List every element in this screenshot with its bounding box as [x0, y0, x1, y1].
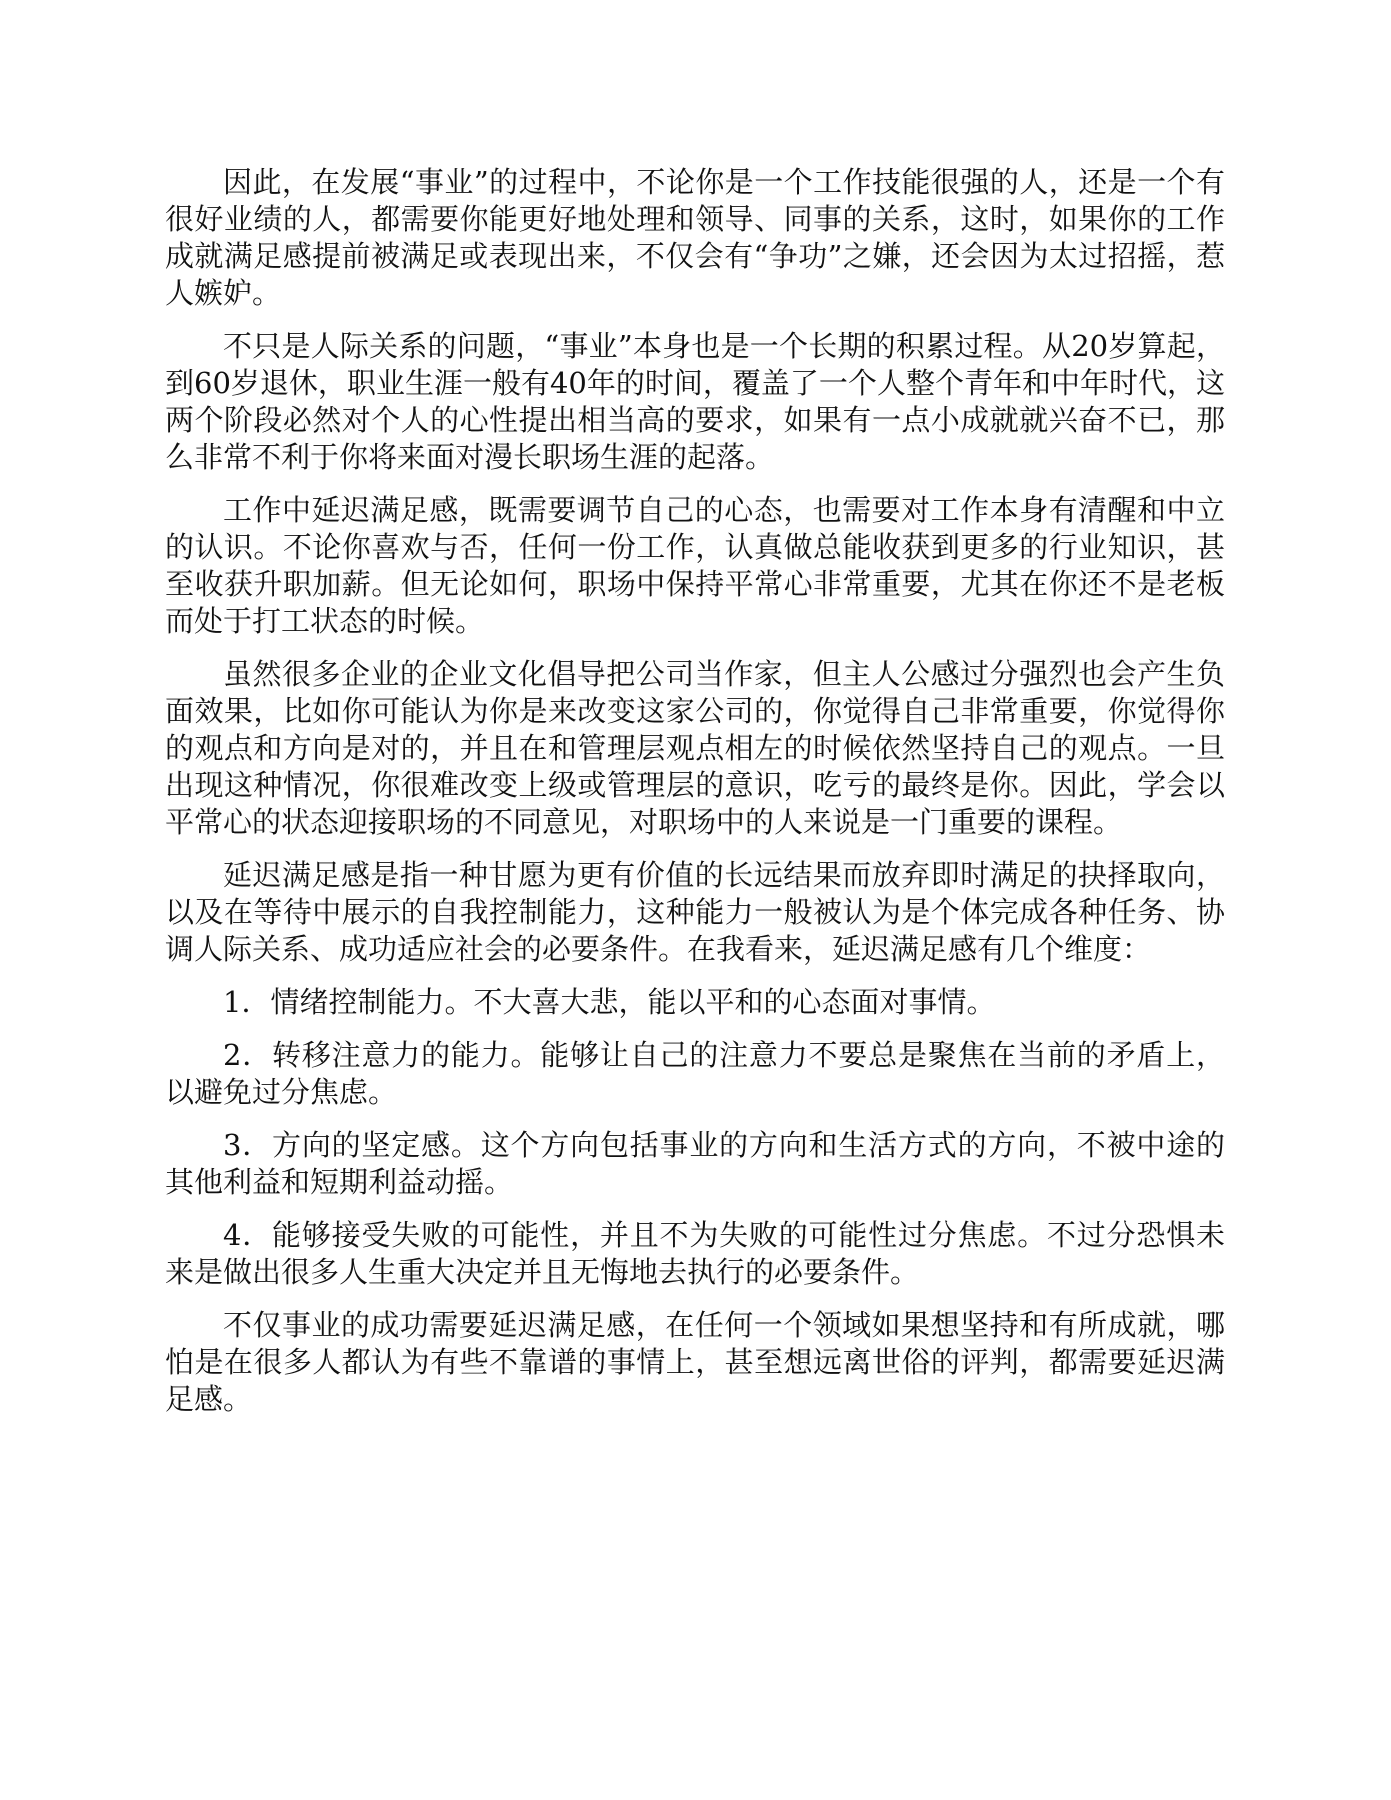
list-item-4: 4．能够接受失败的可能性，并且不为失败的可能性过分焦虑。不过分恐惧未来是做出很多人生重大决定并且无悔地去执行的必要条件。	[165, 1218, 1225, 1289]
paragraph-3: 工作中延迟满足感，既需要调节自己的心态，也需要对工作本身有清醒和中立的认识。不论你喜欢与否，任何一份工作，认真做总能收获到更多的行业知识，甚至收获升职加薪。但无论如何，职场中保持平常心非常重要，尤其在你还不是老板而处于打工状态的时候。	[165, 493, 1225, 638]
paragraph-2: 不只是人际关系的问题，“事业”本身也是一个长期的积累过程。从20岁算起，到60岁退休，职业生涯一般有40年的时间，覆盖了一个人整个青年和中年时代，这两个阶段必然对个人的心性提出相当高的要求，如果有一点小成就就兴奋不已，那么非常不利于你将来面对漫长职场生涯的起落。	[165, 329, 1225, 474]
list-item-3: 3．方向的坚定感。这个方向包括事业的方向和生活方式的方向，不被中途的其他利益和短期利益动摇。	[165, 1128, 1225, 1199]
list-item-1: 1．情绪控制能力。不大喜大悲，能以平和的心态面对事情。	[223, 985, 996, 1019]
document-body	[165, 164, 1225, 1434]
list-item-2: 2．转移注意力的能力。能够让自己的注意力不要总是聚焦在当前的矛盾上，以避免过分焦虑。	[165, 1038, 1225, 1109]
paragraph-final: 不仅事业的成功需要延迟满足感，在任何一个领域如果想坚持和有所成就，哪怕是在很多人都认为有些不靠谱的事情上，甚至想远离世俗的评判，都需要延迟满足感。	[165, 1308, 1225, 1416]
paragraph-5: 延迟满足感是指一种甘愿为更有价值的长远结果而放弃即时满足的抉择取向，以及在等待中展示的自我控制能力，这种能力一般被认为是个体完成各种任务、协调人际关系、成功适应社会的必要条件。在我看来，延迟满足感有几个维度：	[165, 858, 1225, 966]
paragraph-1: 因此，在发展“事业”的过程中，不论你是一个工作技能很强的人，还是一个有很好业绩的人，都需要你能更好地处理和领导、同事的关系，这时，如果你的工作成就满足感提前被满足或表现出来，不仅会有“争功”之嫌，还会因为太过招摇，惹人嫉妒。	[165, 165, 1225, 310]
paragraph-4: 虽然很多企业的企业文化倡导把公司当作家，但主人公感过分强烈也会产生负面效果，比如你可能认为你是来改变这家公司的，你觉得自己非常重要，你觉得你的观点和方向是对的，并且在和管理层观点相左的时候依然坚持自己的观点。一旦出现这种情况，你很难改变上级或管理层的意识，吃亏的最终是你。因此，学会以平常心的状态迎接职场的不同意见，对职场中的人来说是一门重要的课程。	[165, 657, 1225, 839]
